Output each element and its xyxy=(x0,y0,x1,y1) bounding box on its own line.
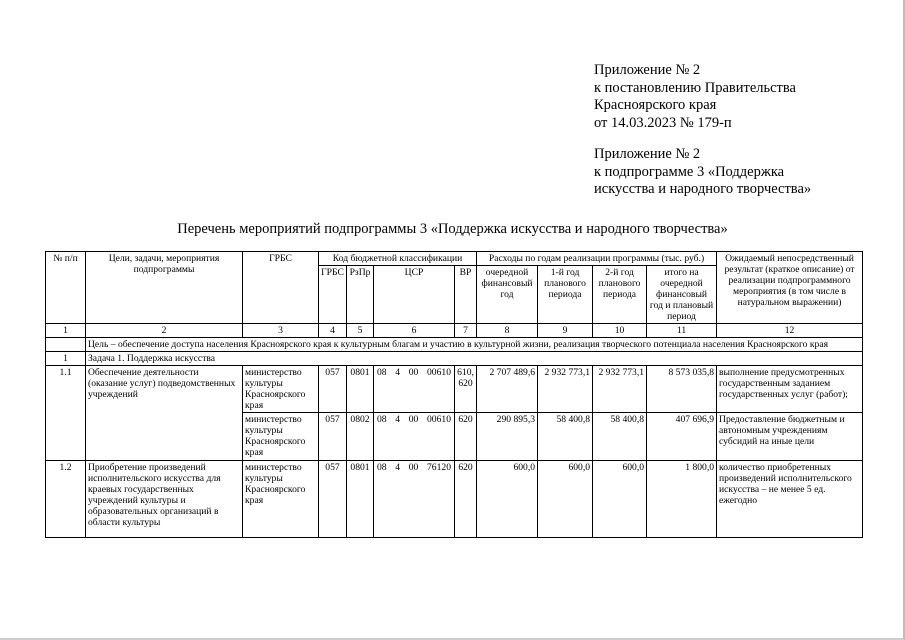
header-row-1 xyxy=(46,252,863,266)
amount-plan-year-1: 2 932 773,1 xyxy=(538,366,593,413)
column-number: 8 xyxy=(477,324,538,338)
csr-part: 00 xyxy=(408,367,419,378)
csr-part: 4 xyxy=(395,367,401,378)
csr-part: 00610 xyxy=(427,414,451,425)
measure-name: Приобретение произведений исполнительского искусства для краевых государственных учреждений культуры и образовательных организаций в области культуры xyxy=(86,461,243,538)
column-number: 4 xyxy=(319,324,347,338)
amount-plan-year-1: 600,0 xyxy=(538,461,593,538)
code-csr xyxy=(374,461,455,538)
column-number: 2 xyxy=(86,324,243,338)
goal-row xyxy=(46,338,863,352)
code-vr: 610, 620 xyxy=(455,366,477,413)
expected-result: выполнение предусмотренных государственным заданием государственных услуг (работ); xyxy=(717,366,863,413)
table-row xyxy=(46,461,863,538)
csr-part: 08 xyxy=(377,414,387,425)
code-rzpr: 0801 xyxy=(347,366,374,413)
column-number: 1 xyxy=(46,324,86,338)
appendix-2-line-3: искусства и народного творчества» xyxy=(594,181,812,197)
amount-current-year: 600,0 xyxy=(477,461,538,538)
amount-plan-year-1: 58 400,8 xyxy=(538,413,593,461)
appendix-2-line-2: к подпрограмме 3 «Поддержка xyxy=(594,163,785,180)
amount-plan-year-2: 58 400,8 xyxy=(593,413,647,461)
measure-name: Обеспечение деятельности (оказание услуг) подведомственных учреждений xyxy=(86,366,243,461)
amount-total: 8 573 035,8 xyxy=(647,366,717,413)
column-number: 6 xyxy=(374,324,455,338)
header-goals: Цели, задачи, мероприятия подпрограммы xyxy=(86,252,243,324)
task-num: 1 xyxy=(46,352,86,366)
column-numbers-row xyxy=(46,324,863,338)
measures-table xyxy=(45,251,863,538)
header-exp-plan2: 2-й год планового периода xyxy=(593,266,647,324)
row-num: 1.1 xyxy=(46,366,86,461)
column-number: 5 xyxy=(347,324,374,338)
header-expenses: Расходы по годам реализации программы (тыс. руб.) xyxy=(477,252,717,266)
code-grbs: 057 xyxy=(319,461,347,538)
header-budget-code: Код бюджетной классификации xyxy=(319,252,477,266)
amount-total: 1 800,0 xyxy=(647,461,717,538)
table-row xyxy=(46,366,863,413)
appendix-1-line-2: к постановлению Правительства xyxy=(594,79,796,96)
column-number: 10 xyxy=(593,324,647,338)
header-result: Ожидаемый непосредственный результат (краткое описание) от реализации подпрограммного мероприятия (в том числе в натуральном выражении) xyxy=(717,252,863,324)
csr-part: 08 xyxy=(377,462,387,473)
header-exp-plan1: 1-й год планового периода xyxy=(538,266,593,324)
header-exp-total: итого на очередной финансовый год и плановый период xyxy=(647,266,717,324)
amount-current-year: 2 707 489,6 xyxy=(477,366,538,413)
expected-result: Предоставление бюджетным и автономным учреждениям субсидий на иные цели xyxy=(717,413,863,461)
header-code-grbs: ГРБС xyxy=(319,266,347,324)
header-exp-current: очередной финансовый год xyxy=(477,266,538,324)
csr-part: 00 xyxy=(408,414,419,425)
column-number: 11 xyxy=(647,324,717,338)
code-grbs: 057 xyxy=(319,366,347,413)
code-vr: 620 xyxy=(455,461,477,538)
column-number: 9 xyxy=(538,324,593,338)
csr-part: 00 xyxy=(408,462,419,473)
header-grbs: ГРБС xyxy=(243,252,319,324)
column-number: 12 xyxy=(717,324,863,338)
appendix-2-line-1: Приложение № 2 xyxy=(594,146,701,162)
code-vr: 620 xyxy=(455,413,477,461)
code-grbs: 057 xyxy=(319,413,347,461)
csr-part: 08 xyxy=(377,367,387,378)
row-num: 1.2 xyxy=(46,461,86,538)
amount-current-year: 290 895,3 xyxy=(477,413,538,461)
grbs-name: министерство культуры Красноярского края xyxy=(243,461,319,538)
header-code-vr: ВР xyxy=(455,266,477,324)
appendix-header-1 xyxy=(594,62,796,132)
goal-text: Цель – обеспечение доступа населения Красноярского края к культурным благам и участию в культурной жизни, реализация творческого потенциала населения Красноярского края xyxy=(86,338,863,352)
appendix-1-line-4: от 14.03.2023 № 179-п xyxy=(594,114,732,131)
appendix-1-line-1: Приложение № 2 xyxy=(594,62,701,78)
task-text: Задача 1. Поддержка искусства xyxy=(86,352,863,366)
task-row xyxy=(46,352,863,366)
code-rzpr: 0802 xyxy=(347,413,374,461)
code-rzpr: 0801 xyxy=(347,461,374,538)
header-code-rzpr: РзПр xyxy=(347,266,374,324)
csr-part: 4 xyxy=(395,462,401,473)
appendix-header-2 xyxy=(594,146,811,199)
amount-plan-year-2: 2 932 773,1 xyxy=(593,366,647,413)
goal-num-cell xyxy=(46,338,86,352)
amount-total: 407 696,9 xyxy=(647,413,717,461)
document-title: Перечень мероприятий подпрограммы 3 «Поддержка искусства и народного творчества» xyxy=(177,221,728,237)
csr-part: 00610 xyxy=(427,367,451,378)
appendix-1-line-3: Красноярского края xyxy=(594,97,717,113)
csr-part: 76120 xyxy=(427,462,451,473)
grbs-name: министерство культуры Красноярского края xyxy=(243,366,319,413)
column-number: 7 xyxy=(455,324,477,338)
amount-plan-year-2: 600,0 xyxy=(593,461,647,538)
grbs-name: министерство культуры Красноярского края xyxy=(243,413,319,461)
csr-part: 4 xyxy=(395,414,401,425)
header-num: № п/п xyxy=(46,252,86,324)
code-csr xyxy=(374,366,455,413)
header-code-csr: ЦСР xyxy=(374,266,455,324)
code-csr xyxy=(374,413,455,461)
expected-result: количество приобретенных произведений исполнительского искусства – не менее 5 ед. ежегодно xyxy=(717,461,863,538)
column-number: 3 xyxy=(243,324,319,338)
